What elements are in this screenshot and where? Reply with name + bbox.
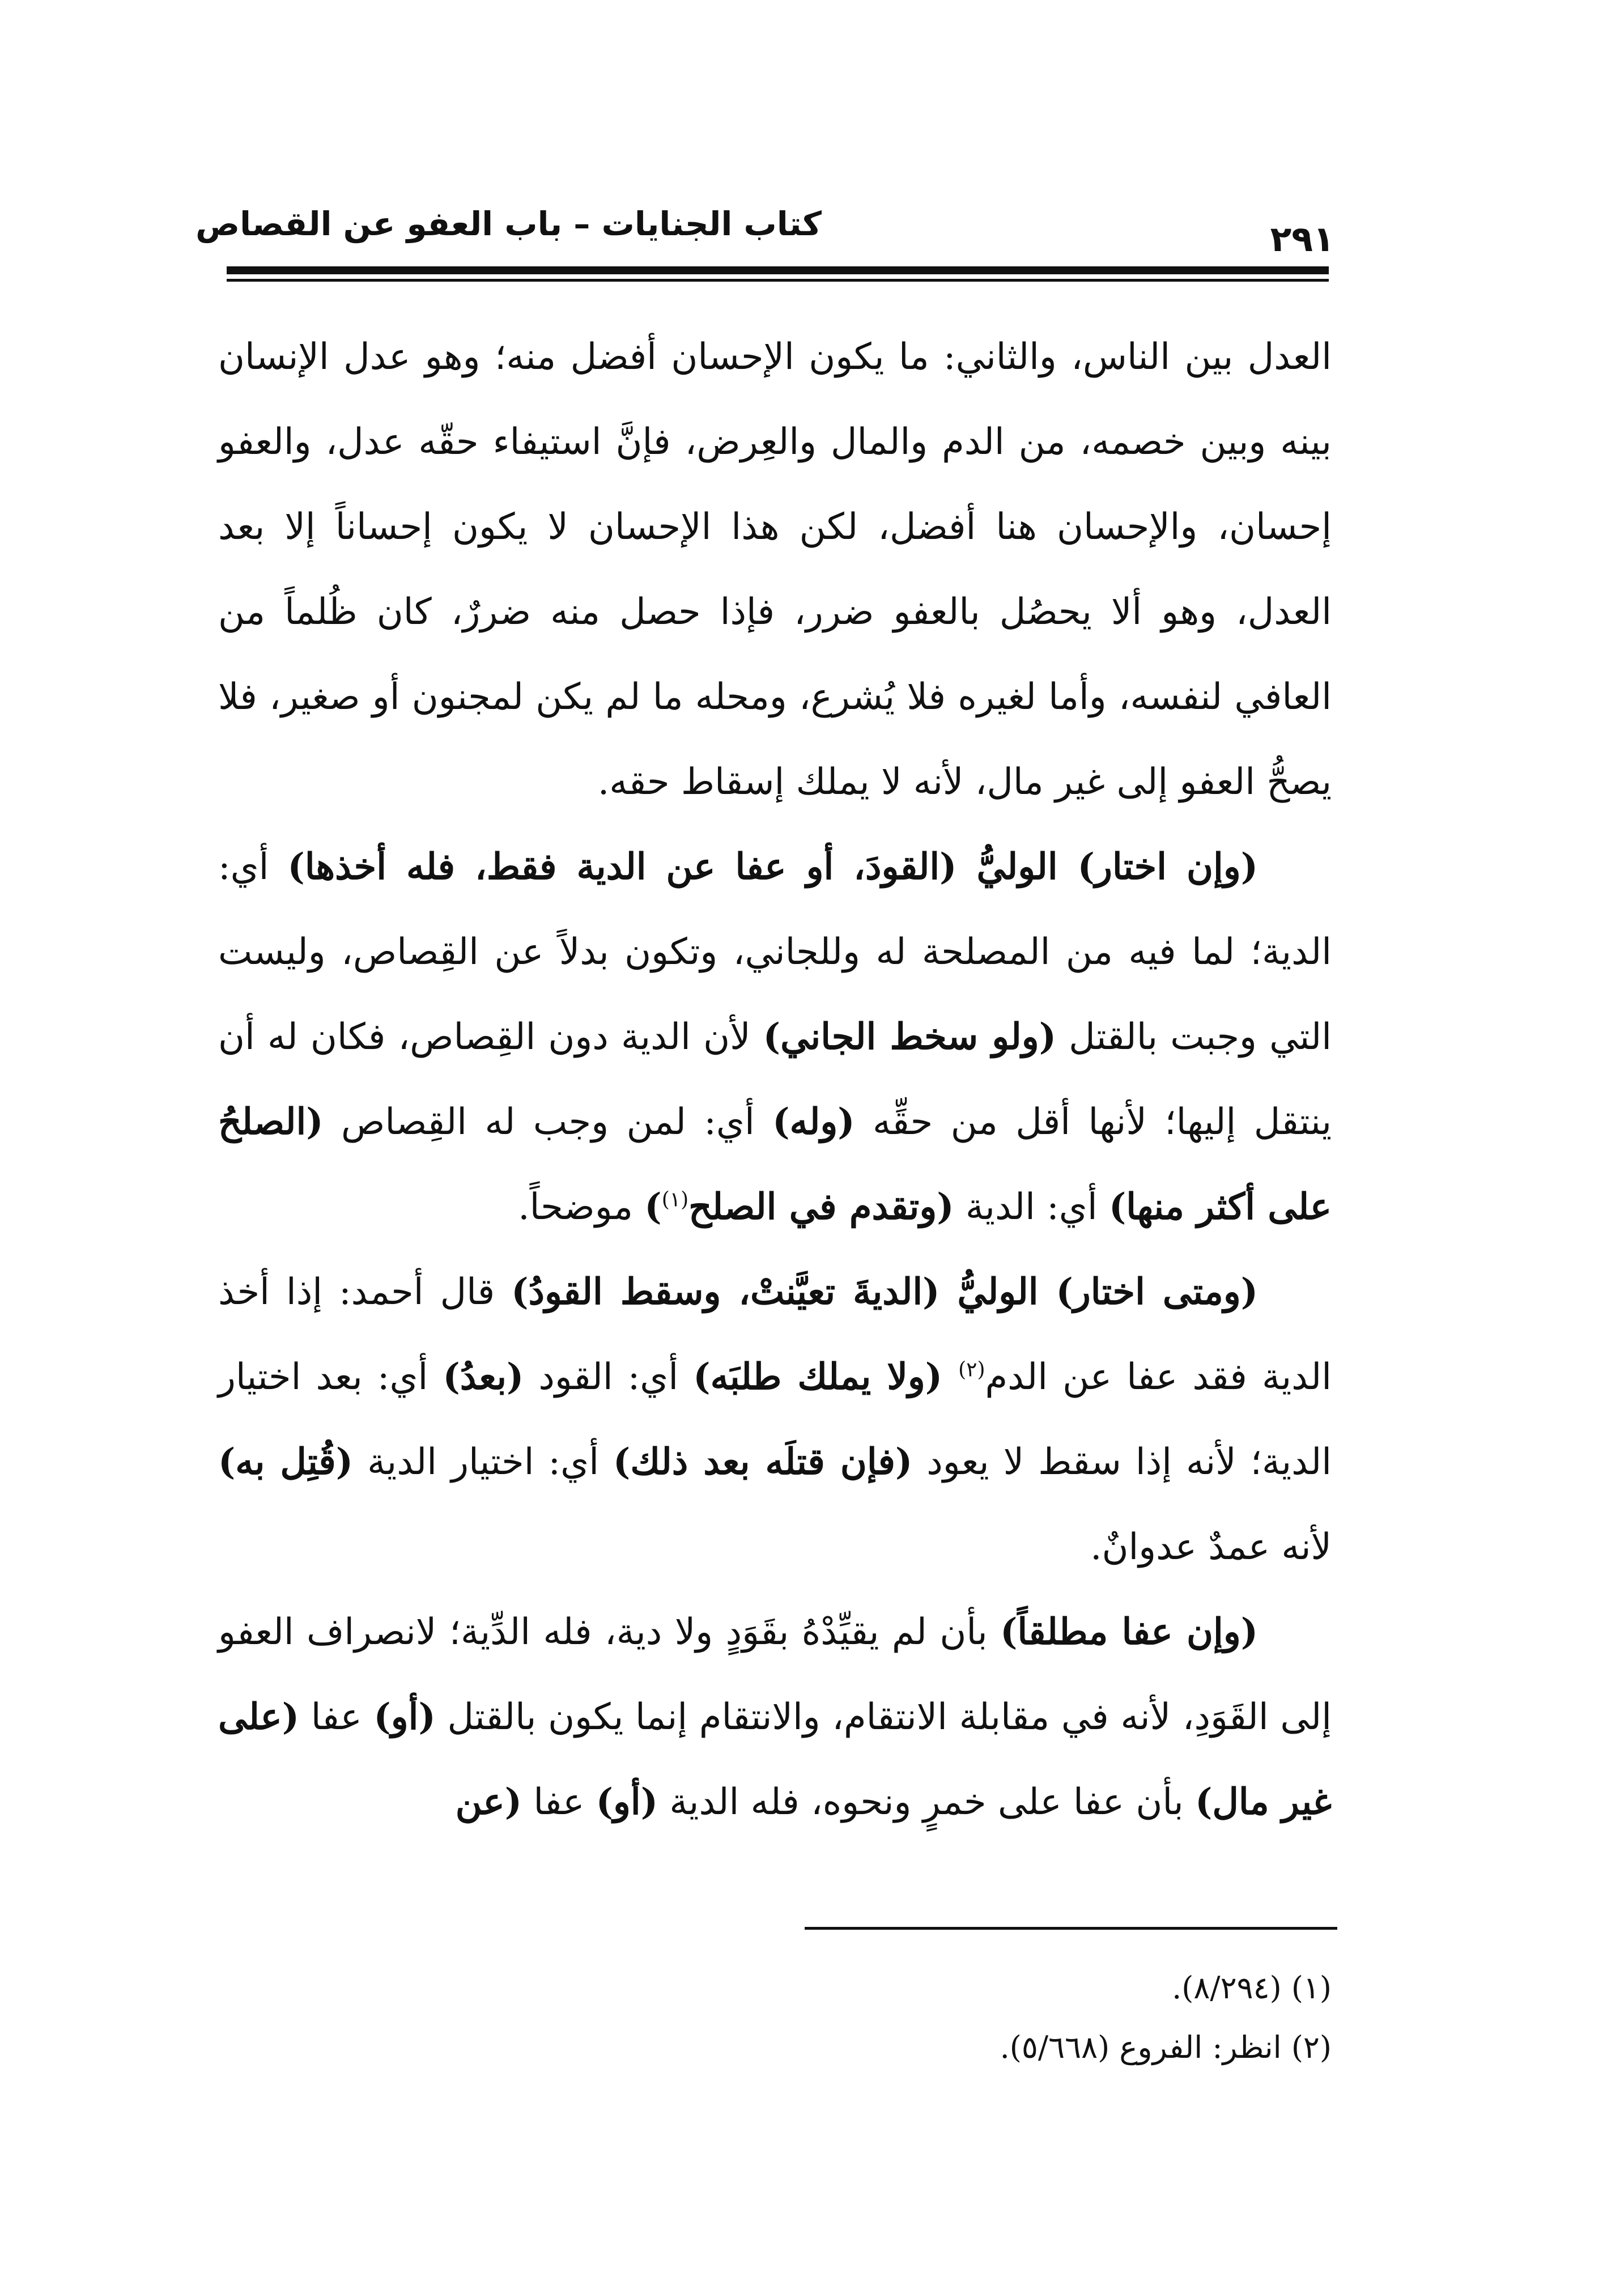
footnote-1: (١) (٨/٢٩٤). (1172, 1970, 1332, 2006)
sharh-text: موضحاً. (518, 1186, 645, 1228)
matn-text: (الصلحُ على أكثر منها) (218, 1101, 1332, 1228)
sharh-text: قال أحمد: إذا أخذ الدية فقد عفا عن الدم (218, 1271, 1332, 1398)
footnote-2: (٢) انظر: الفروع (٥/٦٦٨). (1000, 2029, 1332, 2065)
sharh-text: لأنه عمدٌ عدوانٌ. (1090, 1526, 1332, 1568)
sharh-text: أي: الدية (954, 1186, 1109, 1228)
sharh-text: بأن عفا على خمرٍ ونحوه، فله الدية (657, 1781, 1196, 1823)
matn-text: (وإن عفا مطلقاً) (1000, 1611, 1259, 1653)
matn-text: (ولا يملك طلبَه) (693, 1356, 959, 1398)
sharh-text: بأن لم يقيِّدْهُ بقَوَدٍ ولا دية، فله الدِّية؛ لانصراف العفو إلى القَوَدِ، لأنه في مقابلة الانتقام، والانتقام إنما يكون بالقتل (218, 1611, 1332, 1738)
paragraph-1: العدل بين الناس، والثاني: ما يكون الإحسان أفضل منه؛ وهو عدل الإنسان بينه وبين خصمه، من الدم والمال والعِرض، فإنَّ استيفاء حقّه عدل، والعفو إحسان، والإحسان هنا أفضل، لكن هذا الإحسان لا يكون إحساناً إلا بعد العدل، وهو ألا يحصُل بالعفو ضرر، فإذا حصل منه ضررٌ، كان ظُلماً من العافي لنفسه، وأما لغيره فلا يُشرع، ومحله ما لم يكن لمجنون أو صغير، فلا يصحُّ العفو إلى غير مال، لأنه لا يملك إسقاط حقه. (218, 336, 1332, 803)
sharh-text: أي: الدية؛ لما فيه من المصلحة له وللجاني، وتكون بدلاً عن القِصاص، وليست التي وجبت بالقتل (218, 846, 1332, 1058)
footnote-marker-1: (١) (661, 1188, 689, 1212)
sharh-text: أي: بعد اختيار الدية؛ لأنه إذا سقط لا يعود (218, 1356, 1332, 1483)
matn-text: (وإن اختار) الوليُّ (القودَ، أو عفا عن الدية فقط، فله أخذها) (287, 846, 1259, 888)
matn-text: (قُتِل به) (218, 1441, 354, 1483)
matn-text: (وله) (772, 1101, 855, 1143)
footnote-separator (805, 1927, 1337, 1930)
running-title: كتاب الجنايات – باب العفو عن القصاص (195, 205, 822, 243)
matn-text: (أو) (373, 1696, 436, 1738)
sharh-text: أي: اختيار الدية (353, 1441, 614, 1483)
footnote-marker-2: (٢) (958, 1358, 985, 1382)
footnotes (680, 1958, 1332, 2077)
main-text (218, 315, 1332, 1845)
page-header (195, 196, 1334, 264)
sharh-text: عفا (299, 1696, 374, 1738)
sharh-text: عفا (521, 1781, 596, 1823)
matn-text: (بعدُ) (443, 1356, 524, 1398)
matn-text: (أو) (596, 1781, 658, 1823)
matn-text: ) (644, 1186, 662, 1228)
paragraph-4 (218, 1590, 1332, 1845)
paragraph-2 (218, 825, 1332, 1250)
page-number: ٢٩١ (1270, 218, 1334, 260)
header-rule-thick (227, 266, 1329, 274)
sharh-text: أي: لمن وجب له القِصاص (323, 1101, 773, 1143)
matn-text: (عن (455, 1781, 522, 1823)
matn-text: (على غير مال) (218, 1696, 1332, 1823)
header-rule-thin (227, 279, 1329, 282)
paragraph-3 (218, 1250, 1332, 1590)
matn-text: (ومتى اختار) الوليُّ (الديةَ تعيَّنتْ، وسقط القودُ) (511, 1271, 1259, 1313)
matn-text: (وتقدم في الصلح (688, 1186, 954, 1228)
sharh-text: أي: القود (524, 1356, 694, 1398)
matn-text: (فإن قتلَه بعد ذلك) (613, 1441, 913, 1483)
matn-text: (ولو سخط الجاني) (763, 1016, 1056, 1058)
sharh-text: لأن الدية دون القِصاص، فكان له أن ينتقل إليها؛ لأنها أقل من حقِّه (218, 1016, 1332, 1143)
